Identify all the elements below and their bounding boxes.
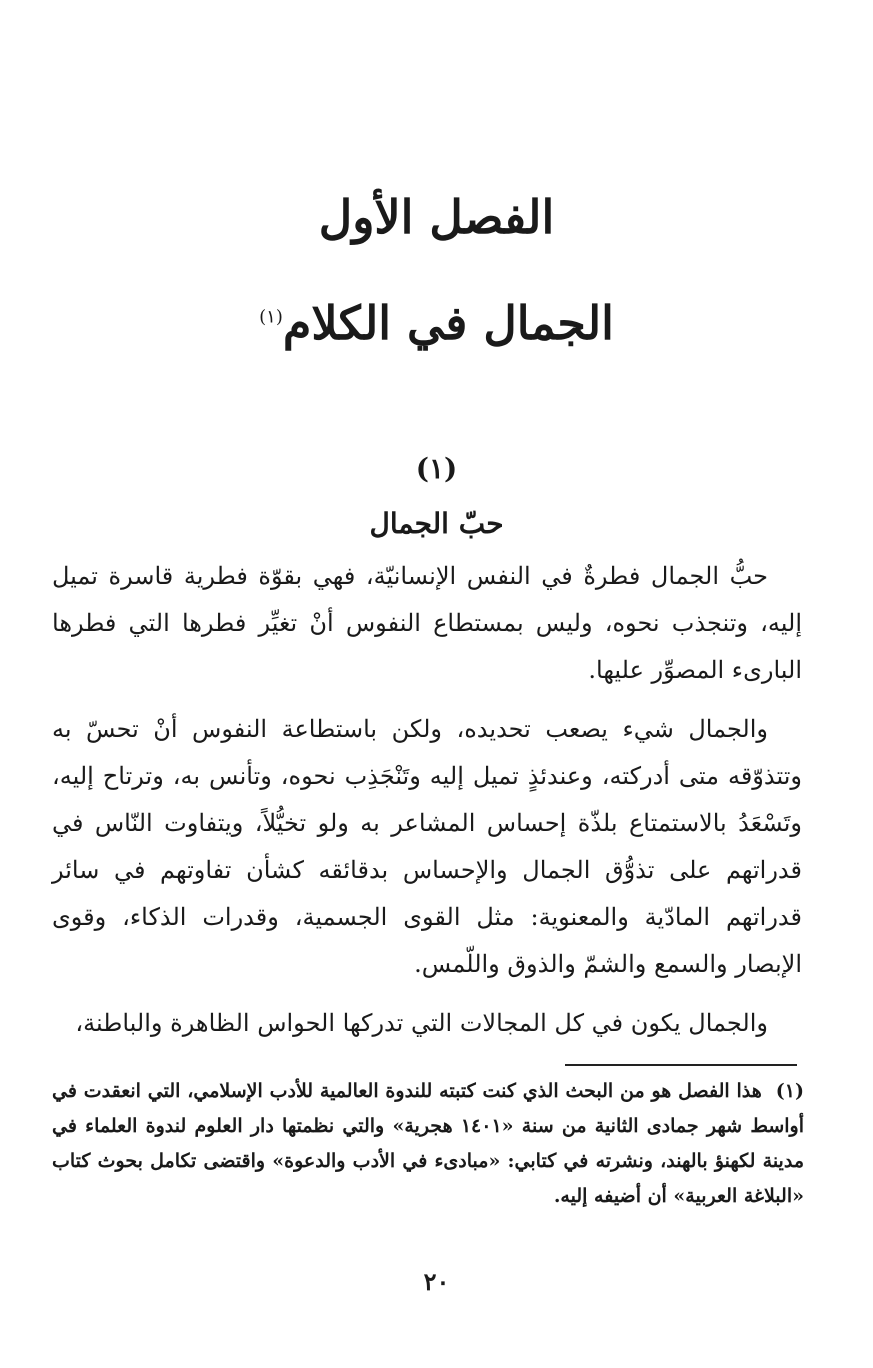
- footnote-text: هذا الفصل هو من البحث الذي كنت كتبته للندوة العالمية للأدب الإسلامي، التي انعقدت في أواسط شهر جمادى الثانية من سنة «١٤٠١ هجرية» والتي نظمتها دار العلوم لندوة العلماء في مدينة لكهنؤ بالهند، ونشرته في كتابي: «مبادىء في الأدب والدعوة» واقتضى تكامل بحوث كتاب «البلاغة العربية» أن أضيفه إليه.: [52, 1080, 805, 1207]
- body-text: [52, 553, 802, 1059]
- paragraph: [52, 1000, 802, 1047]
- page-number: ٢٠: [423, 1267, 450, 1296]
- paragraph: [52, 706, 802, 988]
- paragraph: [52, 553, 802, 694]
- footnote-separator: [565, 1064, 797, 1066]
- chapter-label: الفصل الأول: [318, 190, 555, 244]
- chapter-title-text: الجمال في الكلام: [282, 296, 614, 350]
- chapter-title: [0, 296, 873, 351]
- paragraph-text: حبُّ الجمال فطرةٌ في النفس الإنسانيّة، فهي بقوّة فطرية قاسرة تميل إليه، وتنجذب نحوه، وليس بمستطاع النفوس أنْ تغيِّر فطرها التي فطرها البارىء المصوِّر عليها.: [52, 562, 802, 684]
- footnote-marker: (١): [775, 1080, 804, 1102]
- paragraph-text: والجمال يكون في كل المجالات التي تدركها الحواس الظاهرة والباطنة،: [75, 1009, 768, 1037]
- chapter-title-footnote-ref: (١): [259, 306, 283, 328]
- section-title: حبّ الجمال: [369, 507, 504, 540]
- paragraph-text: والجمال شيء يصعب تحديده، ولكن باستطاعة النفوس أنْ تحسّ به وتتذوّقه متى أدركته، وعندئذٍ تميل إليه وتَنْجَذِب نحوه، وتأنس به، وترتاح إليه، وتَسْعَدُ بالاستمتاع بلذّة إحساس المشاعر به ولو تخيُّلاً، ويتفاوت النّاس في قدراتهم على تذوُّق الجمال والإحساس بدقائقه كشأن تفاوتهم في سائر قدراتهم المادّية والمعنوية: مثل القوى الجسمية، وقدرات الذكاء، وقوى الإبصار والسمع والشمّ والذوق واللّمس.: [52, 715, 802, 978]
- section-number: (١): [415, 452, 458, 485]
- footnote: [52, 1074, 804, 1214]
